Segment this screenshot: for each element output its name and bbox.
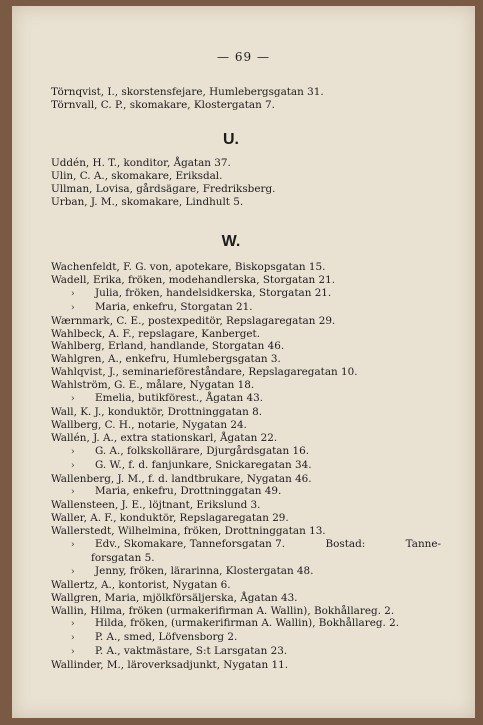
section-u — [51, 130, 411, 209]
directory-entry: Wahlqvist, J., seminarieföreståndare, Repslagaregatan 10. — [51, 366, 358, 379]
directory-entry-ditto: › P. A., vaktmästare, S:t Larsgatan 23. — [71, 645, 288, 658]
directory-entry: Wallertz, A., kontorist, Nygatan 6. — [51, 578, 231, 591]
directory-entry: Wallgren, Maria, mjölkförsäljerska, Ågatan 43. — [51, 591, 298, 604]
directory-entry: Wallinder, M., läroverksadjunkt, Nygatan 11. — [51, 659, 288, 672]
directory-entry: Wachenfeldt, F. G. von, apotekare, Biskopsgatan 15. — [51, 261, 326, 273]
ditto-mark: › — [71, 540, 75, 551]
directory-entry-ditto: › G. A., folkskollärare, Djurgårdsgatan 16. — [71, 444, 310, 457]
ditto-mark: › — [71, 394, 75, 405]
ditto-mark: › — [71, 647, 75, 658]
directory-entry: Wallén, J. A., extra stationskarl, Ågatan 22. — [51, 431, 278, 444]
top-entries — [51, 86, 411, 112]
directory-entry-ditto: › Emelia, butikförest., Ågatan 43. — [71, 392, 264, 405]
section-heading-w: W. — [221, 233, 241, 250]
directory-entry: Wadell, Erika, fröken, modehandlerska, Storgatan 21. — [51, 273, 336, 286]
directory-entry: Wallerstedt, Wilhelmina, fröken, Drottninggatan 13. — [51, 525, 326, 538]
directory-entry: Wærnmark, C. E., postexpeditör, Repslagaregatan 29. — [51, 314, 336, 327]
directory-entry: Uddén, H. T., konditor, Ågatan 37. — [51, 157, 231, 169]
directory-entry: Wahlström, G. E., målare, Nygatan 18. — [51, 379, 255, 392]
ditto-mark: › — [71, 446, 75, 457]
directory-entry: Törnvall, C. P., skomakare, Klostergatan 7. — [51, 98, 275, 111]
directory-entry-ditto: › P. A., smed, Löfvensborg 2. — [71, 631, 238, 644]
ditto-mark: › — [71, 460, 75, 471]
directory-entry: Wahlbeck, A. F., repslagare, Kanberget. — [51, 327, 260, 340]
directory-entry: Wall, K. J., konduktör, Drottninggatan 8. — [51, 405, 262, 418]
ditto-mark: › — [71, 288, 75, 299]
directory-entry-ditto: › Maria, enkefru, Drottninggatan 49. — [71, 485, 282, 498]
directory-entry: Wahlberg, Erland, handlande, Storgatan 46. — [51, 340, 285, 353]
ditto-mark: › — [71, 619, 75, 630]
directory-entry: Waller, A. F., konduktör, Repslagaregatan 29. — [51, 512, 289, 525]
directory-entry: Wallberg, C. H., notarie, Nygatan 24. — [51, 418, 247, 431]
ditto-mark: › — [71, 566, 75, 577]
section-w — [51, 232, 441, 672]
directory-entry: Törnqvist, I., skorstensfejare, Humlebergsgatan 31. — [51, 86, 324, 98]
ditto-mark: › — [71, 633, 75, 644]
directory-entry: Wahlgren, A., enkefru, Humlebergsgatan 3. — [51, 353, 281, 366]
directory-entry: Wallensteen, J. E., löjtnant, Erikslund 3. — [51, 499, 261, 512]
directory-entry-ditto: › Jenny, fröken, lärarinna, Klostergatan 48. — [71, 564, 314, 577]
justified-line: › Edv., Skomakare, Tanneforsgatan 7. Bostad: Tanne- — [71, 538, 441, 551]
directory-entry-ditto: › Maria, enkefru, Storgatan 21. — [71, 300, 253, 313]
directory-entry-ditto — [51, 538, 441, 552]
directory-entry: Wallin, Hilma, fröken (urmakerifirman A. Wallin), Bokhållareg. 2. — [51, 604, 395, 617]
directory-page — [12, 6, 475, 718]
directory-entry-ditto: › G. W., f. d. fanjunkare, Snickaregatan 34. — [71, 458, 312, 471]
directory-entry: Wallenberg, J. M., f. d. landtbrukare, Nygatan 46. — [51, 472, 312, 485]
directory-entry-ditto: › Julia, fröken, handelsidkerska, Storgatan 21. — [71, 286, 332, 299]
ditto-mark: › — [71, 302, 75, 313]
directory-entry-ditto: › Hilda, fröken, (urmakerifirman A. Wallin), Bokhållareg. 2. — [71, 617, 400, 630]
ditto-mark: › — [71, 487, 75, 498]
section-heading-u: U. — [223, 131, 239, 148]
directory-entry: Ulin, C. A., skomakare, Eriksdal. — [51, 169, 223, 182]
page-number: — 69 — — [217, 50, 270, 64]
directory-entry-continuation: forsgatan 5. — [91, 551, 155, 564]
directory-entry: Ullman, Lovisa, gårdsägare, Fredriksberg. — [51, 182, 276, 195]
directory-entry: Urban, J. M., skomakare, Lindhult 5. — [51, 195, 244, 208]
